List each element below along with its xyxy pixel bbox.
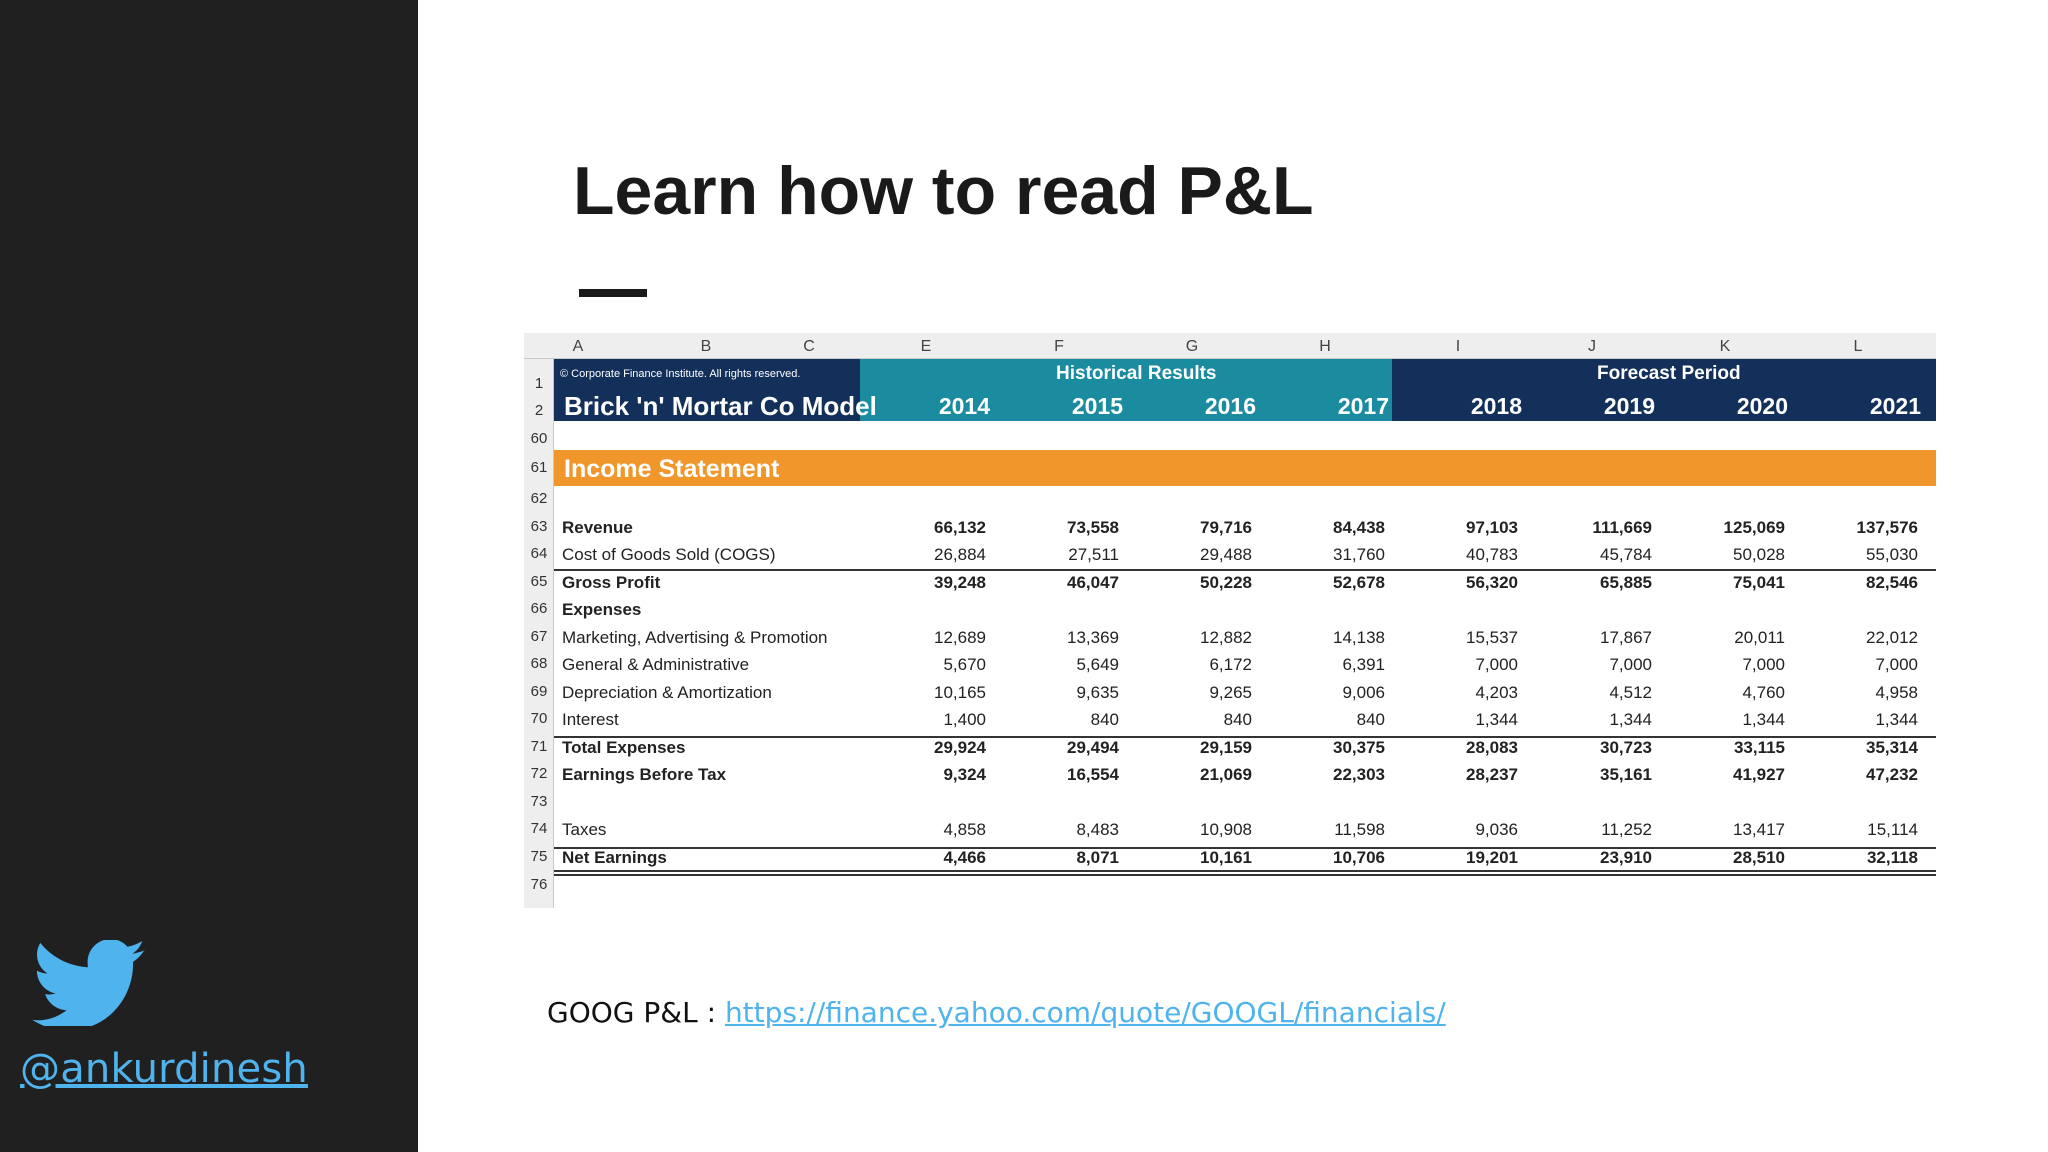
- value-cell: 30,375: [1333, 738, 1385, 757]
- forecast-period-label: Forecast Period: [1597, 363, 1741, 384]
- value-cell: 84,438: [1333, 518, 1385, 537]
- value-cell: 28,237: [1466, 765, 1518, 784]
- row-number: 76: [530, 876, 548, 893]
- row-label: Earnings Before Tax: [562, 765, 727, 784]
- value-cell: 125,069: [1723, 518, 1785, 537]
- value-cell: 50,028: [1733, 545, 1785, 564]
- value-cell: 13,417: [1733, 820, 1785, 839]
- value-cell: 8,071: [1076, 848, 1119, 867]
- rule-after-cogs: [554, 569, 1936, 571]
- value-cell: 4,760: [1742, 683, 1785, 702]
- value-cell: 10,908: [1200, 820, 1252, 839]
- value-cell: 10,161: [1200, 848, 1252, 867]
- value-cell: 29,159: [1200, 738, 1252, 757]
- value-cell: 22,012: [1866, 628, 1918, 647]
- value-cell: 19,201: [1466, 848, 1518, 867]
- row-number: 65: [530, 573, 548, 590]
- value-cell: 4,858: [943, 820, 986, 839]
- row-label: Cost of Goods Sold (COGS): [562, 545, 776, 564]
- value-cell: 82,546: [1866, 573, 1918, 592]
- value-cell: 1,344: [1609, 710, 1652, 729]
- value-cell: 840: [1090, 710, 1119, 729]
- rule-double-top: [554, 870, 1936, 872]
- value-cell: 39,248: [934, 573, 986, 592]
- column-header-bar: [524, 333, 1936, 359]
- value-cell: 29,494: [1067, 738, 1119, 757]
- column-letter: B: [700, 338, 712, 355]
- row-number: 61: [530, 459, 548, 476]
- value-cell: 9,036: [1475, 820, 1518, 839]
- value-cell: 9,324: [943, 765, 986, 784]
- row-number: 63: [530, 518, 548, 535]
- row-number: 64: [530, 545, 548, 562]
- value-cell: 29,488: [1200, 545, 1252, 564]
- value-cell: 7,000: [1609, 655, 1652, 674]
- year-header: 2020: [1736, 393, 1788, 419]
- row-label: Expenses: [562, 600, 642, 619]
- income-statement-title: Income Statement: [564, 455, 780, 483]
- footer-source: [547, 996, 1446, 1029]
- value-cell: 22,303: [1333, 765, 1385, 784]
- year-header: 2015: [1071, 393, 1123, 419]
- value-cell: 30,723: [1600, 738, 1652, 757]
- row-number: 67: [530, 628, 548, 645]
- value-cell: 40,783: [1466, 545, 1518, 564]
- row-number: 70: [530, 710, 548, 727]
- row-number: 75: [530, 848, 548, 865]
- row-header-bar: [524, 359, 554, 908]
- value-cell: 17,867: [1600, 628, 1652, 647]
- value-cell: 45,784: [1600, 545, 1652, 564]
- value-cell: 12,882: [1200, 628, 1252, 647]
- value-cell: 9,265: [1209, 683, 1252, 702]
- value-cell: 20,011: [1734, 628, 1785, 647]
- value-cell: 4,512: [1609, 683, 1652, 702]
- value-cell: 4,203: [1475, 683, 1518, 702]
- row-label: Total Expenses: [562, 738, 686, 757]
- value-cell: 31,760: [1333, 545, 1385, 564]
- year-header: 2016: [1204, 393, 1256, 419]
- value-cell: 75,041: [1733, 573, 1785, 592]
- value-cell: 11,252: [1601, 820, 1652, 839]
- value-cell: 7,000: [1475, 655, 1518, 674]
- row-number: 71: [530, 738, 548, 755]
- twitter-bird-icon[interactable]: [30, 940, 150, 1026]
- rule-double-bottom: [554, 874, 1936, 876]
- value-cell: 1,344: [1875, 710, 1918, 729]
- value-cell: 26,884: [934, 545, 986, 564]
- value-cell: 5,670: [943, 655, 986, 674]
- value-cell: 33,115: [1733, 738, 1785, 757]
- value-cell: 29,924: [934, 738, 986, 757]
- value-cell: 5,649: [1076, 655, 1119, 674]
- row-number: 69: [530, 683, 548, 700]
- value-cell: 9,635: [1076, 683, 1119, 702]
- column-letter: G: [1185, 338, 1199, 355]
- value-cell: 7,000: [1875, 655, 1918, 674]
- value-cell: 15,114: [1867, 820, 1918, 839]
- value-cell: 137,576: [1856, 518, 1918, 537]
- title-underline-dash: [579, 289, 647, 297]
- row-label: Marketing, Advertising & Promotion: [562, 628, 828, 647]
- value-cell: 1,344: [1742, 710, 1785, 729]
- column-letter: E: [920, 338, 932, 355]
- value-cell: 28,510: [1733, 848, 1785, 867]
- row-number: 68: [530, 655, 548, 672]
- value-cell: 10,165: [934, 683, 986, 702]
- yahoo-finance-link[interactable]: https://finance.yahoo.com/quote/GOOGL/financials/: [724, 996, 1446, 1029]
- row-number: 66: [530, 600, 548, 617]
- value-cell: 50,228: [1200, 573, 1252, 592]
- value-cell: 66,132: [934, 518, 986, 537]
- column-letter: K: [1719, 338, 1731, 355]
- row-label: Revenue: [562, 518, 633, 537]
- column-letter: F: [1054, 338, 1064, 355]
- historical-results-label: Historical Results: [1056, 363, 1217, 384]
- value-cell: 11,598: [1334, 820, 1385, 839]
- value-cell: 6,172: [1209, 655, 1252, 674]
- column-letter: A: [572, 338, 584, 355]
- value-cell: 21,069: [1200, 765, 1252, 784]
- value-cell: 840: [1223, 710, 1252, 729]
- value-cell: 97,103: [1466, 518, 1518, 537]
- slide-title: Learn how to read P&L: [573, 153, 1314, 229]
- spreadsheet-image: [524, 333, 1936, 908]
- value-cell: 1,400: [943, 710, 986, 729]
- row-number: 72: [530, 765, 548, 782]
- row-label: Taxes: [562, 820, 607, 839]
- row-label: Net Earnings: [562, 848, 667, 867]
- model-title: Brick 'n' Mortar Co Model: [564, 391, 877, 421]
- row-label: General & Administrative: [562, 655, 750, 674]
- row-number: 73: [530, 793, 548, 810]
- footer-label: GOOG P&L :: [547, 996, 725, 1029]
- column-letter: J: [1588, 338, 1596, 355]
- row-number: 1: [534, 375, 544, 392]
- value-cell: 4,958: [1875, 683, 1918, 702]
- row-number: 62: [530, 490, 548, 507]
- value-cell: 1,344: [1475, 710, 1518, 729]
- value-cell: 27,511: [1068, 545, 1119, 564]
- sidebar: [0, 0, 418, 1152]
- value-cell: 16,554: [1067, 765, 1119, 784]
- row-number: 60: [530, 430, 548, 447]
- row-label: Depreciation & Amortization: [562, 683, 772, 702]
- value-cell: 12,689: [934, 628, 986, 647]
- row-number: 2: [534, 402, 544, 419]
- value-cell: 35,161: [1600, 765, 1652, 784]
- value-cell: 41,927: [1733, 765, 1785, 784]
- copyright-text: © Corporate Finance Institute. All rights reserved.: [560, 368, 801, 380]
- row-label: Interest: [562, 710, 619, 729]
- row-label: Gross Profit: [562, 573, 661, 592]
- value-cell: 79,716: [1200, 518, 1252, 537]
- value-cell: 32,118: [1866, 848, 1918, 867]
- value-cell: 7,000: [1742, 655, 1785, 674]
- value-cell: 111,669: [1592, 518, 1652, 537]
- value-cell: 46,047: [1067, 573, 1119, 592]
- value-cell: 15,537: [1466, 628, 1518, 647]
- value-cell: 52,678: [1333, 573, 1385, 592]
- column-letter: I: [1455, 338, 1461, 355]
- value-cell: 28,083: [1466, 738, 1518, 757]
- value-cell: 73,558: [1067, 518, 1119, 537]
- value-cell: 840: [1356, 710, 1385, 729]
- value-cell: 13,369: [1067, 628, 1119, 647]
- twitter-handle-link[interactable]: @ankurdinesh: [20, 1046, 308, 1092]
- year-header: 2021: [1869, 393, 1921, 419]
- value-cell: 6,391: [1342, 655, 1385, 674]
- year-header: 2017: [1337, 393, 1389, 419]
- column-letter: L: [1853, 338, 1863, 355]
- year-header: 2019: [1603, 393, 1655, 419]
- value-cell: 55,030: [1866, 545, 1918, 564]
- value-cell: 14,138: [1333, 628, 1385, 647]
- value-cell: 65,885: [1600, 573, 1652, 592]
- column-letter: H: [1319, 338, 1331, 355]
- value-cell: 10,706: [1333, 848, 1385, 867]
- value-cell: 35,314: [1866, 738, 1918, 757]
- value-cell: 8,483: [1076, 820, 1119, 839]
- value-cell: 56,320: [1466, 573, 1518, 592]
- value-cell: 4,466: [943, 848, 986, 867]
- column-letter: C: [803, 338, 815, 355]
- year-header: 2018: [1470, 393, 1522, 419]
- value-cell: 23,910: [1600, 848, 1652, 867]
- value-cell: 9,006: [1342, 683, 1385, 702]
- value-cell: 47,232: [1866, 765, 1918, 784]
- year-header: 2014: [938, 393, 990, 419]
- row-number: 74: [530, 820, 548, 837]
